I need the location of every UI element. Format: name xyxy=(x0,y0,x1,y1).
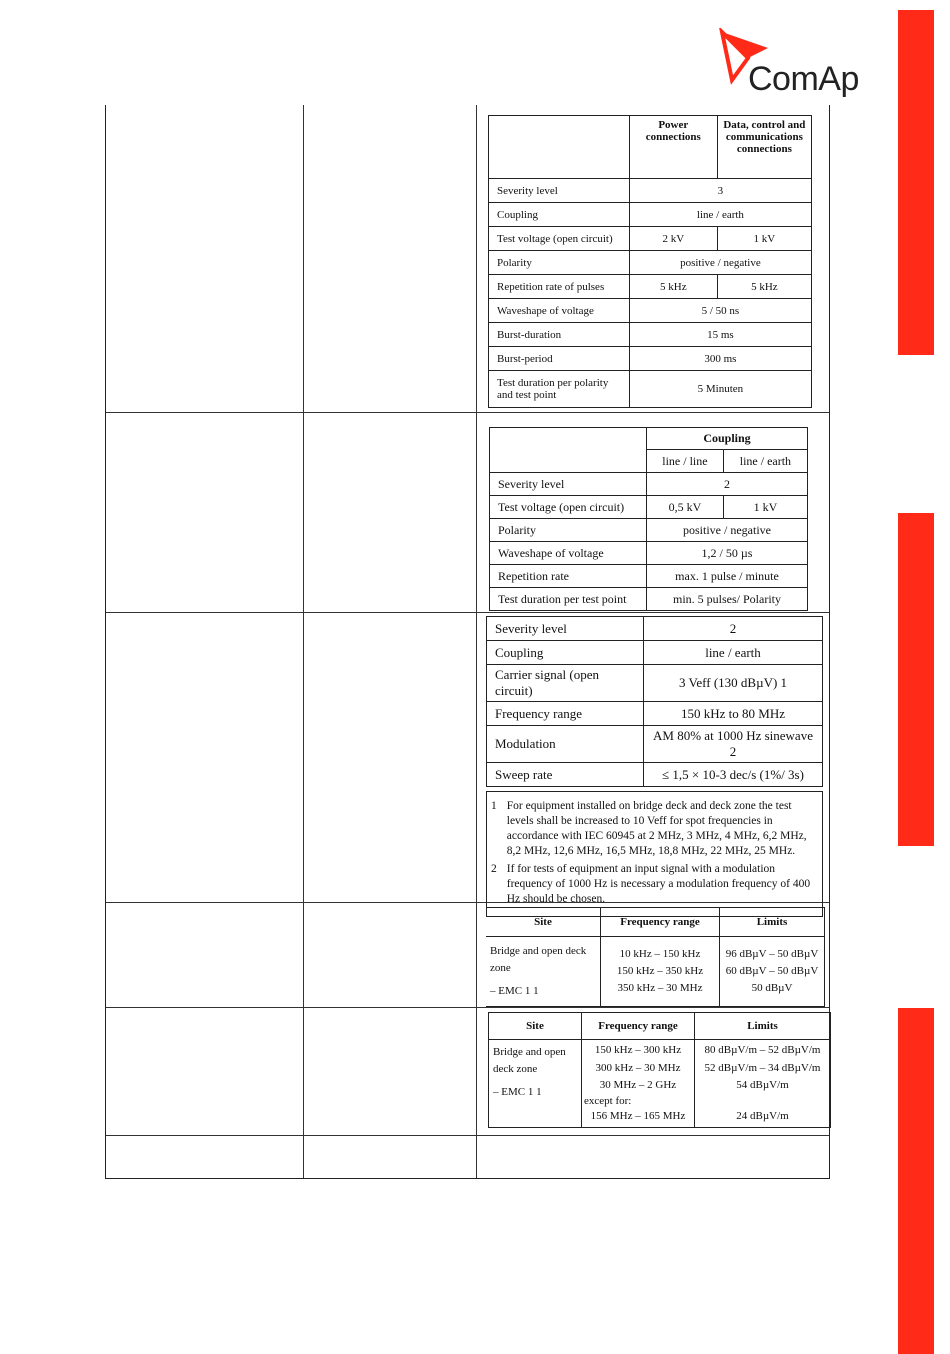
table-subheader-cell: line / earth xyxy=(723,450,807,473)
table-row xyxy=(489,371,812,408)
table-row xyxy=(489,251,812,275)
table-row xyxy=(489,347,812,371)
row-value: line / earth xyxy=(644,641,823,665)
row-label: Sweep rate xyxy=(487,763,644,787)
radiated-emission-table xyxy=(488,1012,831,1128)
site-name: Bridge and open deck zone xyxy=(490,945,587,974)
row-value: ≤ 1,5 × 10-3 dec/s (1%/ 3s) xyxy=(644,763,823,787)
table-header-cell: Data, control and communications connections xyxy=(717,116,811,179)
table-header-row xyxy=(486,908,825,937)
table-row xyxy=(489,299,812,323)
row-value: 15 ms xyxy=(629,323,811,347)
table-row xyxy=(489,323,812,347)
row-value: positive / negative xyxy=(647,519,808,542)
logo-wordmark: ComAp xyxy=(748,60,859,98)
table-row xyxy=(490,542,808,565)
row-label: Polarity xyxy=(490,519,647,542)
table-header-cell: Frequency range xyxy=(582,1013,695,1040)
limits-cell xyxy=(695,1040,831,1128)
table-row xyxy=(487,665,823,702)
table-header-cell: Site xyxy=(489,1013,582,1040)
row-value: line / earth xyxy=(629,203,811,227)
table-header-cell xyxy=(489,116,630,179)
table-header-empty xyxy=(490,428,647,473)
limits-cell xyxy=(720,937,825,1007)
row-value: 1,2 / 50 µs xyxy=(647,542,808,565)
table-row xyxy=(487,726,823,763)
row-value: 3 xyxy=(629,179,811,203)
row-label: Test duration per polarity and test point xyxy=(489,371,630,408)
table-row xyxy=(486,937,825,1007)
table-row xyxy=(490,588,808,611)
table-row xyxy=(487,702,823,726)
row-value: 5 kHz xyxy=(717,275,811,299)
row-value: max. 1 pulse / minute xyxy=(647,565,808,588)
table-row xyxy=(487,641,823,665)
table-row xyxy=(487,617,823,641)
footnote xyxy=(491,862,818,907)
table-header-cell: Limits xyxy=(695,1013,831,1040)
footnote xyxy=(491,799,818,859)
table-header-row xyxy=(490,428,808,450)
limit-value xyxy=(697,1095,828,1108)
sidebar-accent-bottom xyxy=(898,1008,934,1354)
row-label: Repetition rate xyxy=(490,565,647,588)
table-row xyxy=(489,227,812,251)
row-label: Test voltage (open circuit) xyxy=(489,227,630,251)
frequency-range: 10 kHz – 150 kHz xyxy=(619,948,701,960)
footnote-number: 1 xyxy=(491,800,497,812)
frequency-range: 350 kHz – 30 MHz xyxy=(617,982,703,994)
table-header-cell: Frequency range xyxy=(601,908,720,937)
frequency-note: except for: xyxy=(584,1094,632,1107)
table-row xyxy=(489,1040,831,1128)
row-value: 0,5 kV xyxy=(647,496,724,519)
row-label: Burst-duration xyxy=(489,323,630,347)
row-value: 150 kHz to 80 MHz xyxy=(644,702,823,726)
footnote-number: 2 xyxy=(491,863,497,875)
limit-value: 96 dBµV – 50 dBµV xyxy=(725,948,819,960)
frequency-range: 156 MHz – 165 MHz xyxy=(590,1109,686,1122)
burst-test-table xyxy=(488,115,812,408)
row-label: Burst-period xyxy=(489,347,630,371)
frequency-range: 150 kHz – 300 kHz xyxy=(594,1044,682,1056)
row-value: 5 kHz xyxy=(629,275,717,299)
row-value: 2 xyxy=(647,473,808,496)
conducted-immunity-block xyxy=(486,616,823,917)
table-header-cell: Coupling xyxy=(647,428,808,450)
footnote-text: If for tests of equipment an input signal with a modulation frequency of 1000 Hz is necessary a modulation frequency of 400 Hz should be chosen. xyxy=(506,863,811,905)
row-label: Repetition rate of pulses xyxy=(489,275,630,299)
site-class: – EMC 1 1 xyxy=(490,985,539,997)
row-value: positive / negative xyxy=(629,251,811,275)
table-header-row xyxy=(489,1013,831,1040)
site-cell xyxy=(489,1040,582,1128)
row-value: AM 80% at 1000 Hz sinewave 2 xyxy=(644,726,823,763)
frequency-cell xyxy=(582,1040,695,1128)
frequency-range: 300 kHz – 30 MHz xyxy=(595,1061,681,1074)
row-label: Severity level xyxy=(489,179,630,203)
sidebar-accent-middle xyxy=(898,513,934,846)
limit-value: 52 dBµV/m – 34 dBµV/m xyxy=(704,1061,821,1074)
site-class: – EMC 1 1 xyxy=(493,1086,542,1098)
limit-value: 50 dBµV xyxy=(751,982,793,994)
row-value: 1 kV xyxy=(717,227,811,251)
row-value: 2 xyxy=(644,617,823,641)
table-header-cell: Power connections xyxy=(629,116,717,179)
grid-row-divider xyxy=(106,1007,829,1008)
table-header-cell: Limits xyxy=(720,908,825,937)
row-label: Modulation xyxy=(487,726,644,763)
row-value: 3 Veff (130 dBµV) 1 xyxy=(644,665,823,702)
row-label: Severity level xyxy=(487,617,644,641)
row-value: 5 / 50 ns xyxy=(629,299,811,323)
grid-row-divider xyxy=(106,1135,829,1136)
row-label: Carrier signal (open circuit) xyxy=(487,665,644,702)
grid-column-divider xyxy=(303,105,304,1178)
table-row xyxy=(489,203,812,227)
grid-row-divider xyxy=(106,612,829,613)
row-label: Severity level xyxy=(490,473,647,496)
row-label: Waveshape of voltage xyxy=(490,542,647,565)
table-row xyxy=(490,519,808,542)
row-label: Waveshape of voltage xyxy=(489,299,630,323)
conducted-immunity-table xyxy=(486,616,823,787)
row-value: 5 Minuten xyxy=(629,371,811,408)
row-value: 1 kV xyxy=(723,496,807,519)
row-label: Test duration per test point xyxy=(490,588,647,611)
grid-row-divider xyxy=(106,412,829,413)
site-cell xyxy=(486,937,601,1007)
row-label: Coupling xyxy=(487,641,644,665)
row-label: Test voltage (open circuit) xyxy=(490,496,647,519)
table-row xyxy=(487,763,823,787)
limit-value: 54 dBµV/m xyxy=(736,1079,789,1091)
limit-value: 80 dBµV/m – 52 dBµV/m xyxy=(704,1044,821,1056)
grid-column-divider xyxy=(476,105,477,1178)
frequency-range: 30 MHz – 2 GHz xyxy=(599,1079,677,1091)
table-row xyxy=(489,275,812,299)
table-row xyxy=(490,496,808,519)
conducted-emission-table xyxy=(486,907,825,1007)
brand-logo xyxy=(718,28,868,108)
limit-value: 60 dBµV – 50 dBµV xyxy=(725,965,819,977)
row-value: 2 kV xyxy=(629,227,717,251)
table-row xyxy=(490,565,808,588)
row-value: 300 ms xyxy=(629,347,811,371)
table-row xyxy=(489,179,812,203)
row-label: Coupling xyxy=(489,203,630,227)
table-header-cell: Site xyxy=(486,908,601,937)
footnotes-box xyxy=(486,791,823,917)
frequency-range: 150 kHz – 350 kHz xyxy=(616,965,704,977)
site-name: Bridge and open deck zone xyxy=(493,1046,566,1075)
row-label: Polarity xyxy=(489,251,630,275)
table-row xyxy=(490,473,808,496)
table-subheader-cell: line / line xyxy=(647,450,724,473)
frequency-cell xyxy=(601,937,720,1007)
row-value: min. 5 pulses/ Polarity xyxy=(647,588,808,611)
table-header-row xyxy=(489,116,812,179)
surge-test-table xyxy=(489,427,808,611)
limit-value: 24 dBµV/m xyxy=(736,1109,789,1122)
sidebar-accent-top xyxy=(898,10,934,355)
footnote-text: For equipment installed on bridge deck and deck zone the test levels shall be increased to 10 Veff for spot frequencies in accordance with IEC 60945 at 2 MHz, 3 MHz, 4 MHz, 6,2 MHz, 8,2 MHz, 12,6 MHz, 16,5 MHz, 18,8 MHz, 22 MHz, 25 MHz. xyxy=(506,800,807,857)
row-label: Frequency range xyxy=(487,702,644,726)
